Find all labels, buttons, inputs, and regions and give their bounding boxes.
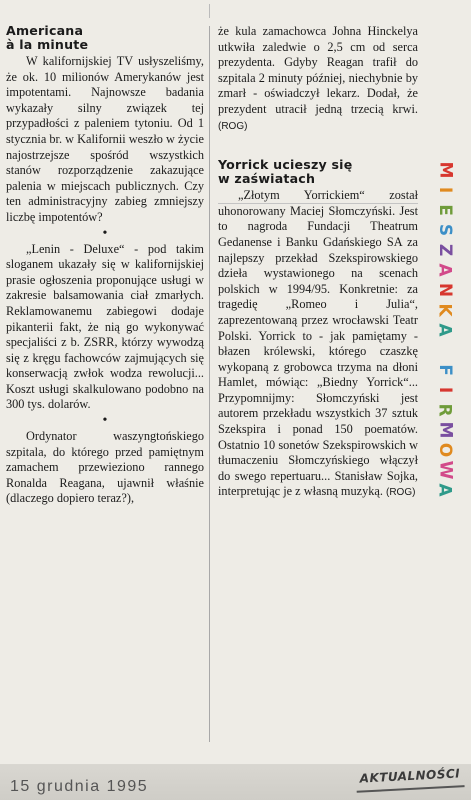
yorrick-headline — [218, 158, 418, 186]
side-title-letter: S — [435, 223, 455, 237]
bullet-separator: • — [102, 225, 108, 241]
side-title-letter: M — [434, 421, 455, 439]
side-title-letter: W — [434, 460, 455, 480]
section-title-mieszanka-firmowa — [428, 160, 462, 500]
side-title-letter: E — [435, 204, 455, 216]
americana-paragraph-3-start: Ordynator waszyngtońskiego szpitala, do którego przed pamiętnym zamachem przewieziono rannego Ronalda Reagana, ujawnił właśnie (dlaczego dopiero teraz?), — [6, 429, 204, 506]
americana-headline — [6, 24, 204, 52]
side-title-letter: A — [434, 263, 455, 277]
side-title-letter: I — [434, 386, 455, 394]
yorrick-headline-line2: w zaświatach — [218, 171, 316, 187]
aktualnosci-logo: AKTUALNOŚCI — [355, 761, 464, 793]
yorrick-headline-line1: Yorrick ucieszy się — [218, 157, 353, 173]
side-title-letter: A — [434, 483, 455, 497]
right-column — [218, 24, 418, 501]
side-title-letter: K — [435, 303, 455, 317]
side-title-letter — [435, 347, 455, 353]
bullet-separator: • — [102, 413, 108, 429]
side-title-letter: M — [434, 161, 455, 179]
side-title-letter: A — [434, 323, 455, 337]
yorrick-body — [218, 188, 418, 501]
americana-paragraph-3-text: że kula zamachowca Johna Hinckelya utkwiła zaledwie o 2,5 cm od serca prezydenta. Gdyby Reagan trafił do szpitala 2 minuty później, niechybnie by zmarł - oświadczył lekarz. Dodał, że prezydent utracił jedną trzecią krwi. — [218, 24, 418, 116]
column-divider-top — [209, 4, 210, 18]
side-title-letter: I — [434, 186, 455, 194]
yorrick-signature: (ROG) — [386, 487, 416, 499]
americana-headline-line2: à la minute — [6, 37, 89, 52]
side-title-letter: F — [435, 364, 455, 376]
americana-headline-line1: Americana — [6, 23, 84, 38]
column-divider — [209, 26, 210, 742]
americana-signature: (ROG) — [218, 120, 248, 132]
side-title-letter: N — [434, 282, 455, 298]
issue-date: 15 grudnia 1995 — [10, 778, 149, 795]
side-title-letter: O — [434, 442, 455, 458]
americana-paragraph-2: „Lenin - Deluxe“ - pod takim sloganem ukazały się w kalifornijskiej prasie ogłoszenia proponujące usługi w zakresie balsamowania ciał zmarłych. Reklamowanemu zabiegowi dodaje pikanterii fakt, że nią go wykonywać specjaliści z b. ZSRR, którzy wywodzą się z kręgu fachowców zajmujących się konserwacją zwłok wodza rewolucji... Koszt usługi skalkulowano podobno na 300 tys. dolarów. — [6, 241, 204, 412]
side-title-letter: R — [435, 403, 455, 417]
yorrick-body-text: „Złotym Yorrickiem“ został uhonorowany Maciej Słomczyński. Jest to nagroda Fundacji Theatrum Gedanense i Banku Gdańskiego SA za najlepszy przekład Szekspirowskiego dzieła wystawionego na scenach polskich w 1994/95. Konkretnie: za tragedię „Romeo i Julia“, zaprezentowaną przez wrocławski Teatr Polski. Yorrick to - jak pamiętamy - błazen królewski, którego czaszkę wykopaną z grobowca trzyma na dłoni Hamlet, mówiąc: „Biedny Yorrick“... Przypomnijmy: Słomczyński jest autorem przekładu wszystkich 37 sztuk Szekspira i ponad 150 poematów. Ostatnio 10 sonetów Szekspirowskich w tłumaczeniu Słomczyńskiego włączył do swego repertuaru... Stanisław Sojka, interpretując je z własną muzyką. — [218, 188, 418, 499]
side-title-letter: Z — [434, 243, 455, 257]
americana-paragraph-1: W kalifornijskiej TV usłyszeliśmy, że ok. 10 milionów Amerykanów jest impotentami. Najnowsze badania wykazały silny związek tej przypadłości z paleniem tytoniu. Od 1 stycznia br. w Kalifornii weszło w życie najostrzejsze spośród wszystkich stanów rozporządzenie zakazujące palenia w miejscach publicznych. Czy ten administracyjny zabieg zmniejszy liczbę impotentów? — [6, 54, 204, 224]
americana-paragraph-3-end — [218, 24, 418, 134]
left-column — [6, 24, 204, 507]
